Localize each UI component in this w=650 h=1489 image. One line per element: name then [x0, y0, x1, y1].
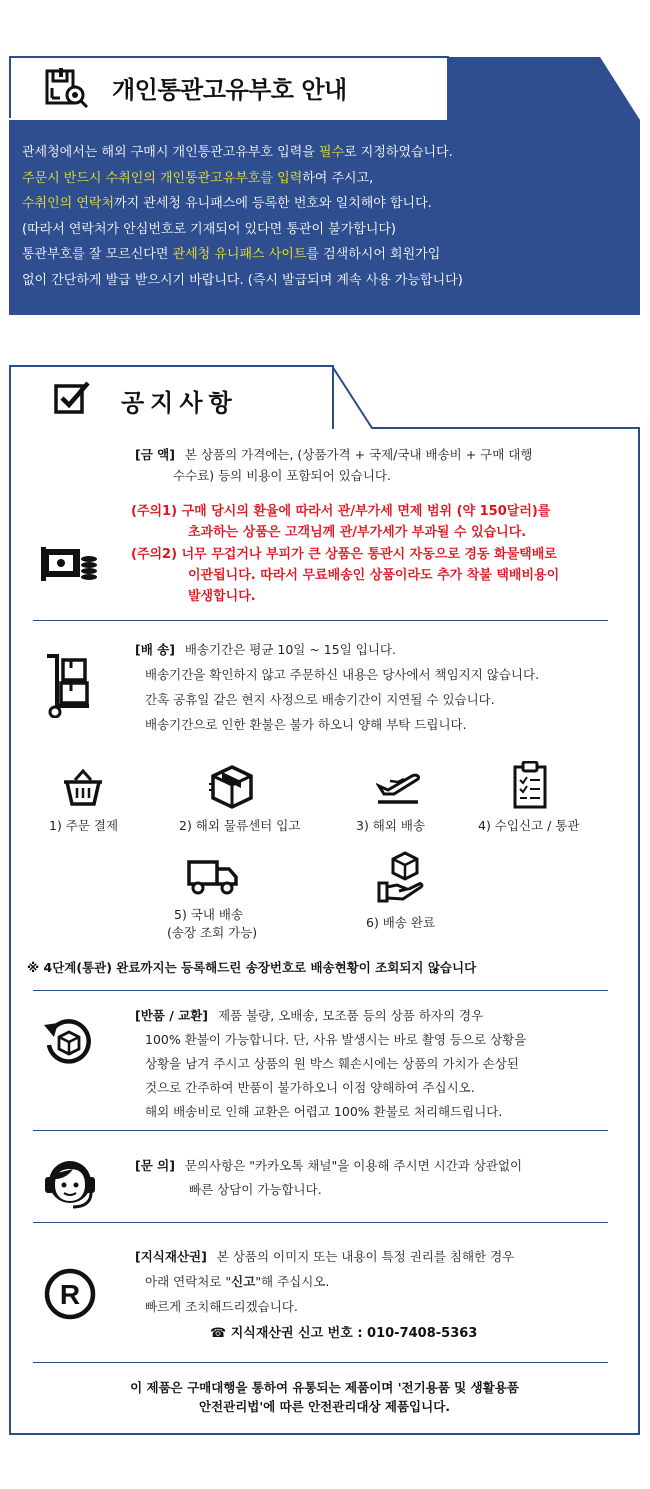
highlight-text: 주문시 반드시 수취인의 개인통관고유부호를 입력 — [22, 170, 303, 186]
step-3-label: 3) 해외 배송 — [356, 818, 426, 833]
divider — [33, 620, 608, 621]
customs-notice-line — [22, 166, 630, 192]
general-notice-body — [9, 429, 640, 1435]
price-warning-2a: (주의2) 너무 무겁거나 부피가 큰 상품은 통관시 자동으로 경동 화물택배로 — [131, 547, 557, 562]
step-2-label: 2) 해외 물류센터 입고 — [179, 818, 301, 833]
customs-notice-title: 개인통관고유부호 안내 — [112, 76, 347, 104]
returns-line-2: 100% 환불이 가능합니다. 단, 사유 발생시는 바로 촬영 등으로 상황을 — [145, 1032, 527, 1047]
notice-text: 통관부호를 잘 모르신다면 — [22, 247, 173, 262]
price-text-1: 본 상품의 가격에는, (상품가격 + 국제/국내 배송비 + 구매 대행 — [184, 447, 533, 462]
inquiry-line-2: 빠른 상담이 가능합니다. — [189, 1182, 322, 1197]
ip-line-1 — [135, 1247, 514, 1265]
price-line-2: 수수료) 등의 비용이 포함되어 있습니다. — [173, 468, 391, 483]
ip-line-3: 빠르게 조치해드리겠습니다. — [145, 1299, 298, 1314]
ip-report-word: 신고 — [231, 1274, 256, 1289]
returns-line-3: 상황을 남겨 주시고 상품의 원 박스 훼손시에는 상품의 가치가 손상된 — [145, 1056, 519, 1071]
ip-label: [지식재산권] — [135, 1249, 207, 1264]
shipping-line-3: 간혹 공휴일 같은 현지 사정으로 배송기간이 지연될 수 있습니다. — [145, 692, 495, 707]
price-label: [금 액] — [135, 447, 175, 462]
hand-box-icon — [377, 851, 425, 903]
cash-coins-icon — [41, 545, 99, 585]
price-warning-1a: (주의1) 구매 당시의 환율에 따라서 관/부가세 면제 범위 (약 150달러)를 — [131, 504, 551, 519]
basket-icon — [63, 768, 103, 806]
package-box-icon — [209, 764, 255, 810]
customs-notice-line — [22, 242, 630, 268]
truck-icon — [187, 859, 239, 895]
customs-notice-header — [9, 56, 640, 120]
notice-text: 까지 관세청 유니패스에 등록한 번호와 일치해야 합니다. — [114, 196, 432, 211]
clipboard-checklist-icon — [512, 761, 548, 809]
customs-notice-body — [9, 120, 640, 315]
general-notice-header — [9, 365, 640, 429]
shipping-line-1 — [135, 640, 396, 658]
inquiry-line-1 — [135, 1156, 522, 1174]
notice-text: (따라서 연락처가 안심번호로 기재되어 있다면 통관이 불가합니다) — [22, 221, 397, 237]
ip-text-2a: 아래 연락처로 " — [145, 1274, 232, 1289]
ip-report-phone: ☎ 지식재산권 신고 번호 : 010-7408-5363 — [210, 1326, 478, 1341]
general-notice-title: 공지사항 — [121, 389, 238, 417]
highlight-text: 관세청 유니패스 사이트 — [172, 247, 307, 262]
customs-code-notice — [9, 56, 640, 315]
price-line-1 — [135, 445, 532, 463]
step-5-sublabel: (송장 조회 가능) — [167, 925, 258, 940]
checkbox-checked-icon — [54, 380, 92, 414]
ip-line-2 — [145, 1272, 329, 1290]
ip-text-1: 본 상품의 이미지 또는 내용이 특정 권리를 침해한 경우 — [216, 1249, 515, 1264]
customs-notice-line — [22, 191, 630, 217]
shipping-label: [배 송] — [135, 642, 175, 657]
returns-line-4: 것으로 간주하여 반품이 불가하오니 이점 양해하여 주십시오. — [145, 1080, 475, 1095]
header-arrow-shape — [447, 56, 640, 120]
shipping-line-4: 배송기간으로 인한 환불은 불가 하오니 양해 부탁 드립니다. — [145, 717, 467, 732]
header-arrow-outline — [332, 365, 640, 429]
footer-line-1: 이 제품은 구매대행을 통하여 유통되는 제품이며 '전기용품 및 생활용품 — [130, 1380, 519, 1395]
step-6-label: 6) 배송 완료 — [366, 915, 436, 930]
returns-line-1 — [135, 1006, 483, 1024]
hand-truck-icon — [45, 652, 93, 718]
notice-text: 로 지정하였습니다. — [344, 145, 453, 160]
notice-text: 없이 간단하게 발급 받으시기 바랍니다. (즉시 발급되며 계속 사용 가능합니다) — [22, 272, 463, 288]
divider — [33, 1362, 608, 1363]
customs-notice-line — [22, 217, 630, 243]
returns-text-1: 제품 불량, 오배송, 모조품 등의 상품 하자의 경우 — [217, 1008, 484, 1023]
customer-support-headset-icon — [43, 1155, 97, 1209]
divider — [33, 1130, 608, 1131]
divider — [33, 990, 608, 991]
price-warning-2b: 이관됩니다. 따라서 무료배송인 상품이라도 추가 착불 택배비용이 — [188, 568, 560, 583]
notice-text: 를 검색하시어 회원가입 — [306, 247, 441, 262]
returns-label: [반품 / 교환] — [135, 1008, 208, 1023]
price-warning-2c: 발생합니다. — [188, 589, 256, 604]
return-package-icon — [41, 1015, 97, 1071]
customs-notice-line — [22, 140, 630, 166]
step-4-label: 4) 수입신고 / 통관 — [478, 818, 580, 833]
inquiry-text-1: 문의사항은 "카카오톡 채널"을 이용해 주시면 시간과 상관없이 — [184, 1158, 523, 1173]
price-warning-1b: 초과하는 상품은 고객님께 관/부가세가 부과될 수 있습니다. — [188, 525, 527, 540]
customs-search-icon — [45, 68, 89, 108]
highlight-text: 필수 — [318, 145, 345, 160]
inquiry-label: [문 의] — [135, 1158, 175, 1173]
airplane-icon — [376, 768, 422, 806]
shipping-line-2: 배송기간을 확인하지 않고 주문하신 내용은 당사에서 책임지지 않습니다. — [145, 667, 540, 682]
step-1-label: 1) 주문 결제 — [49, 818, 119, 833]
general-notice — [9, 365, 640, 1435]
tracking-note: ※ 4단계(통관) 완료까지는 등록해드린 송장번호로 배송현황이 조회되지 않습니다 — [27, 960, 477, 975]
shipping-text-1: 배송기간은 평균 10일 ~ 15일 입니다. — [184, 642, 396, 657]
registered-trademark-icon — [43, 1267, 97, 1321]
svg-text:R: R — [59, 1279, 81, 1310]
customs-notice-line — [22, 268, 630, 294]
highlight-text: 수취인의 연락처 — [22, 196, 115, 211]
notice-text: 하여 주시고, — [302, 170, 374, 186]
step-5-label: 5) 국내 배송 — [174, 907, 244, 922]
divider — [33, 1222, 608, 1223]
ip-text-2c: "해 주십시오. — [255, 1274, 330, 1289]
returns-line-5: 해외 배송비로 인해 교환은 어렵고 100% 환불로 처리해드립니다. — [145, 1104, 503, 1119]
notice-text: 관세청에서는 해외 구매시 개인통관고유부호 입력을 — [22, 145, 319, 160]
footer-line-2: 안전관리법'에 따른 안전관리대상 제품입니다. — [198, 1399, 451, 1414]
